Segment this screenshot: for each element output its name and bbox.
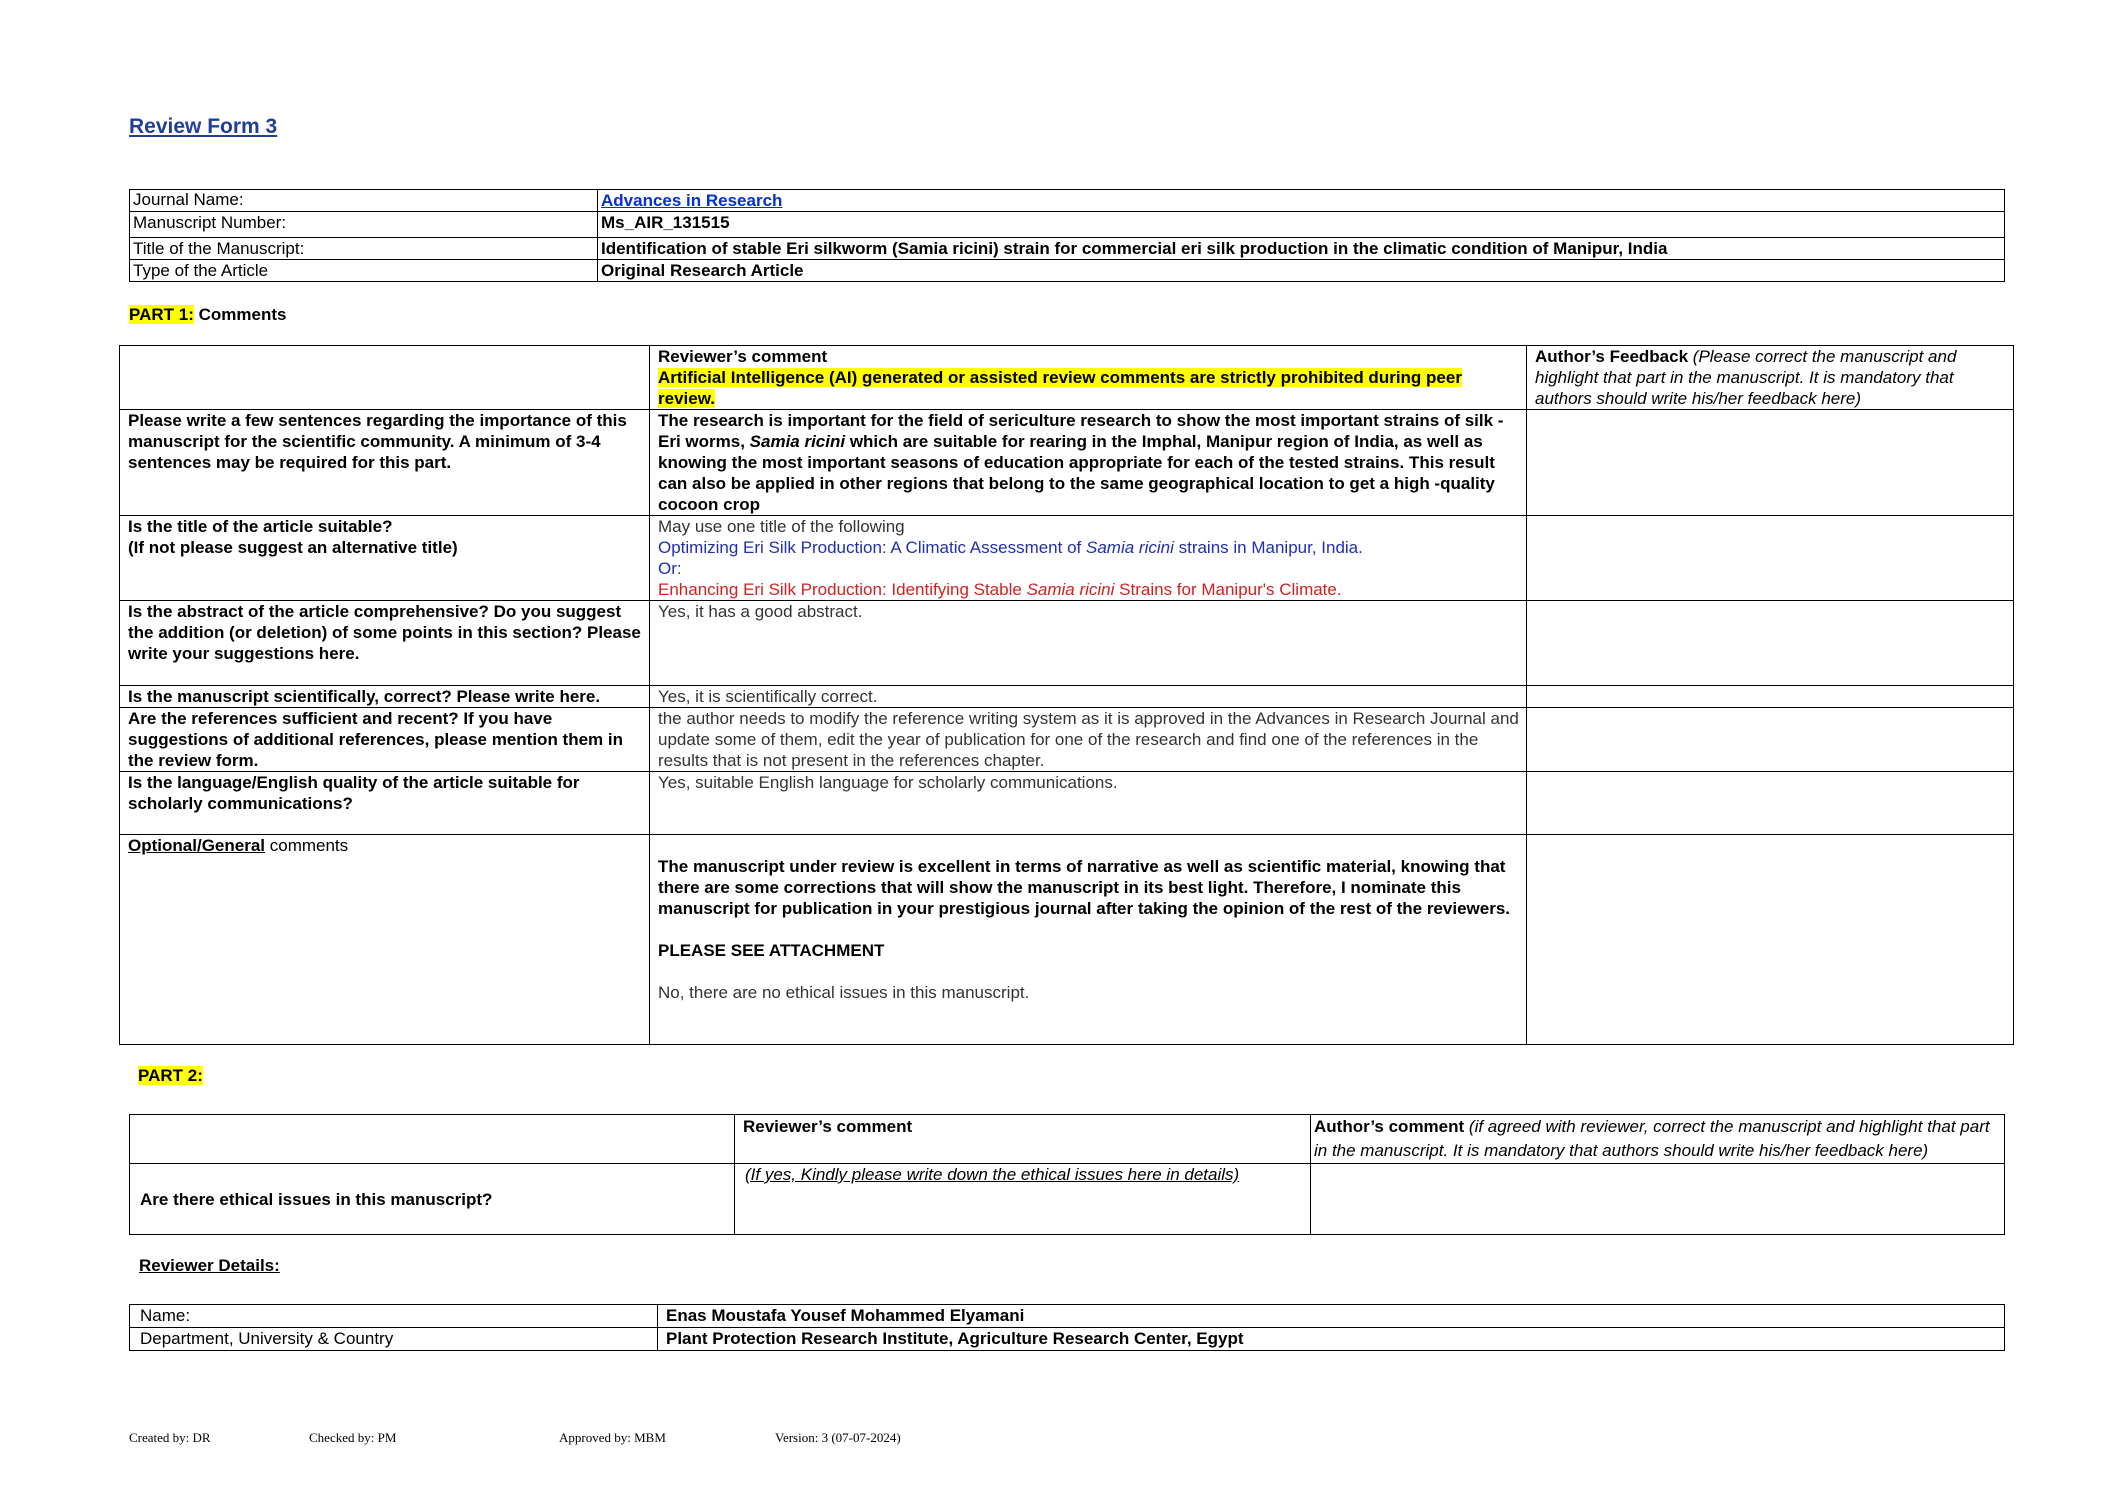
reviewer-affiliation-row [130, 1328, 2005, 1351]
part1-title: Comments [198, 305, 287, 324]
reviewer-details-heading: Reviewer Details: [139, 1256, 280, 1275]
part1-comments-table [119, 345, 2014, 1045]
reviewer-comment-title: Reviewer’s comment [658, 347, 828, 366]
optional-author-feedback[interactable] [1527, 835, 2014, 1045]
title-row [120, 516, 2014, 601]
reviewer-affiliation-label: Department, University & Country [130, 1328, 658, 1351]
article-type-label: Type of the Article [130, 260, 598, 282]
title-question [120, 516, 650, 601]
importance-answer-species: Samia ricini [749, 432, 846, 451]
manuscript-number-value: Ms_AIR_131515 [598, 212, 2005, 238]
optional-comments-label: Optional/General comments [120, 835, 650, 1045]
title-option-1: Optimizing Eri Silk Production: A Climatic Assessment of Samia ricini strains in Manipur, India. [658, 538, 1363, 557]
see-attachment-note: PLEASE SEE ATTACHMENT [658, 941, 885, 960]
references-row [120, 708, 2014, 772]
info-row-title [130, 238, 2005, 260]
manuscript-info-table [129, 189, 2005, 282]
part1-heading [129, 305, 286, 325]
manuscript-title-label: Title of the Manuscript: [130, 238, 598, 260]
optional-comments-paragraph: The manuscript under review is excellent in terms of narrative as well as scientific material, knowing that there are some corrections that will show the manuscript in its best light. Therefore, I nominate this manuscript for publication in your prestigious journal after taking the opinion of the rest of the reviewers. [658, 857, 1510, 918]
title-author-feedback[interactable] [1527, 516, 2014, 601]
references-author-feedback[interactable] [1527, 708, 2014, 772]
part2-header-empty [130, 1115, 735, 1164]
title-option-2: Enhancing Eri Silk Production: Identifying Stable Samia ricini Strains for Manipur's Climate. [658, 580, 1342, 599]
language-answer: Yes, suitable English language for scholarly communications. [650, 772, 1527, 835]
manuscript-number-label: Manuscript Number: [130, 212, 598, 238]
part2-ethics-table [129, 1114, 2005, 1235]
scientific-author-feedback[interactable] [1527, 686, 2014, 708]
importance-answer-part2: which are suitable for rearing in the Imphal, Manipur region of India, as well as knowing the most important seasons of education appropriate for each of the tested strains. This result can also be applied in other regions that belong to the same geographical location to get a high -quality cocoon crop [658, 432, 1495, 514]
journal-name-link[interactable]: Advances in Research [601, 191, 783, 210]
references-question: Are the references sufficient and recent? If you have suggestions of additional references, please mention them in the review form. [120, 708, 650, 772]
scientific-row [120, 686, 2014, 708]
article-type-value: Original Research Article [598, 260, 2005, 282]
title-answer [650, 516, 1527, 601]
author-feedback-header [1527, 346, 2014, 410]
reviewer-details-table [129, 1304, 2005, 1351]
manuscript-title-value: Identification of stable Eri silkworm (Samia ricini) strain for commercial eri silk production in the climatic condition of Manipur, India [598, 238, 2005, 260]
optional-comments-text [650, 835, 1527, 1045]
part2-author-comment-title: Author’s comment [1314, 1117, 1465, 1136]
reviewer-affiliation-value: Plant Protection Research Institute, Agriculture Research Center, Egypt [658, 1328, 2005, 1351]
importance-author-feedback[interactable] [1527, 410, 2014, 516]
references-answer: the author needs to modify the reference writing system as it is approved in the Advances in Research Journal and update some of them, edit the year of publication for one of the research and find one of the references in the results that is not present in the references chapter. [650, 708, 1527, 772]
importance-answer [650, 410, 1527, 516]
importance-answer-part1: The research is important for the field of sericulture research to show the most important strains of silk -Eri worms, [658, 411, 1504, 451]
abstract-answer: Yes, it has a good abstract. [650, 601, 1527, 686]
ethics-author-feedback[interactable] [1311, 1164, 2005, 1235]
title-answer-intro: May use one title of the following [658, 517, 905, 536]
optional-comments-row [120, 835, 2014, 1045]
reviewer-name-label: Name: [130, 1305, 658, 1328]
part1-label: PART 1: [129, 305, 194, 324]
abstract-question: Is the abstract of the article comprehensive? Do you suggest the addition (or deletion) of some points in this section? Please write your suggestions here. [120, 601, 650, 686]
title-answer-or: Or: [658, 559, 682, 578]
ai-warning: Artificial Intelligence (AI) generated or assisted review comments are strictly prohibited during peer review. [658, 368, 1462, 408]
info-row-journal [130, 190, 2005, 212]
info-row-manuscript-number [130, 212, 2005, 238]
ethical-note: No, there are no ethical issues in this manuscript. [658, 983, 1030, 1002]
footer-approved: Approved by: MBM [559, 1430, 666, 1445]
part2-author-comment-header [1311, 1115, 2005, 1164]
abstract-row [120, 601, 2014, 686]
footer-created: Created by: DR [129, 1430, 211, 1445]
title-question-line1: Is the title of the article suitable? [128, 517, 393, 536]
language-question: Is the language/English quality of the article suitable for scholarly communications? [120, 772, 650, 835]
importance-question: Please write a few sentences regarding the importance of this manuscript for the scientific community. A minimum of 3-4 sentences may be required for this part. [120, 410, 650, 516]
language-author-feedback[interactable] [1527, 772, 2014, 835]
reviewer-name-row [130, 1305, 2005, 1328]
header-empty-cell [120, 346, 650, 410]
author-feedback-note: (Please correct the manuscript and highlight that part in the manuscript. It is mandatory that authors should write his/her feedback here) [1535, 347, 1957, 408]
journal-name-label: Journal Name: [130, 190, 598, 212]
author-feedback-title: Author’s Feedback [1535, 347, 1689, 366]
ethics-hint: (If yes, Kindly please write down the ethical issues here in details) [745, 1165, 1240, 1184]
part2-heading [138, 1066, 203, 1086]
form-title: Review Form 3 [129, 115, 278, 138]
footer-checked: Checked by: PM [309, 1430, 397, 1445]
ethics-question: Are there ethical issues in this manuscript? [130, 1164, 735, 1235]
part1-header-row [120, 346, 2014, 410]
part2-reviewer-comment-title: Reviewer’s comment [735, 1115, 1311, 1164]
reviewer-comment-header [650, 346, 1527, 410]
ethics-row [130, 1164, 2005, 1235]
part2-author-comment-note: (if agreed with reviewer, correct the manuscript and highlight that part in the manuscript. It is mandatory that authors should write his/her feedback here) [1314, 1117, 1990, 1160]
part2-label: PART 2: [138, 1066, 203, 1085]
importance-row [120, 410, 2014, 516]
part2-header-row [130, 1115, 2005, 1164]
abstract-author-feedback[interactable] [1527, 601, 2014, 686]
scientific-answer: Yes, it is scientifically correct. [650, 686, 1527, 708]
ethics-reviewer-cell[interactable] [735, 1164, 1311, 1235]
footer-version: Version: 3 (07-07-2024) [775, 1430, 901, 1445]
title-question-line2: (If not please suggest an alternative title) [128, 538, 458, 557]
language-row [120, 772, 2014, 835]
reviewer-name-value: Enas Moustafa Yousef Mohammed Elyamani [658, 1305, 2005, 1328]
scientific-question: Is the manuscript scientifically, correct? Please write here. [120, 686, 650, 708]
info-row-type [130, 260, 2005, 282]
